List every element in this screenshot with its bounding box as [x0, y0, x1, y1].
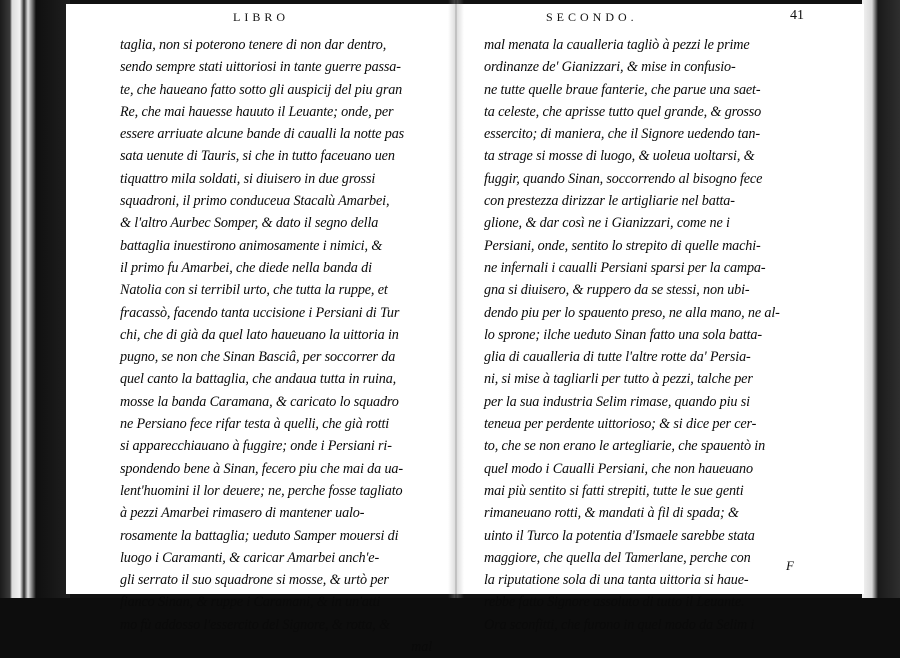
- text-line: dendo piu per lo spauento preso, ne alla mano, ne al-: [484, 304, 780, 321]
- text-line: essere arriuate alcune bande di caualli la notte pas: [120, 126, 405, 143]
- text-line: taglia, non si poterono tenere di non dar dentro,: [120, 37, 387, 53]
- text-line: teneua per perdente uittorioso; & si dice per cer-: [484, 416, 757, 433]
- text-line: si apparecchiauano à fuggire; onde i Persiani ri-: [120, 438, 392, 455]
- text-line: Ora sconfitti, che furono in quel modo da Selim i: [484, 616, 755, 633]
- right-text-block: [484, 34, 814, 636]
- text-line: gna si diuisero, & ruppero da se stessi, non ubi-: [484, 282, 750, 299]
- text-line: ni, si mise à tagliarli per tutto à pezzi, talche per: [484, 371, 753, 388]
- signature-mark: F: [786, 558, 794, 573]
- text-line: Persiani, onde, sentito lo strepito di quelle machi-: [484, 237, 761, 254]
- left-page: [66, 4, 456, 656]
- text-line: ta strage si mosse di luogo, & uoleua uoltarsi, &: [484, 148, 755, 165]
- left-text-block: [120, 34, 446, 658]
- text-line: Re, che mai hauesse hauuto il Leuante; onde, per: [120, 103, 394, 120]
- text-line: tiquattro mila soldati, si diuisero in due grossi: [120, 170, 376, 187]
- text-line: gli serrato il suo squadrone si mosse, & urtò per: [120, 572, 389, 589]
- text-line: glione, & dar così ne i Gianizzari, come ne i: [484, 215, 730, 232]
- text-line: glia di caualleria di tutte l'altre rotte da' Persia-: [484, 349, 751, 366]
- text-line: te, che haueano fatto sotto gli auspicij del piu gran: [120, 81, 403, 98]
- text-line: luogo i Caramanti, & caricar Amarbei anch'e-: [120, 549, 380, 566]
- text-line: fracassò, facendo tanta uccisione i Persiani di Tur: [120, 304, 400, 321]
- right-page: [456, 4, 864, 633]
- text-line: mal: [411, 639, 432, 656]
- text-line: lo sprone; ilche ueduto Sinan fatto una sola batta-: [484, 326, 762, 343]
- text-line: battaglia inuestirono animosamente i nimici, &: [120, 237, 383, 254]
- text-line: quel modo i Caualli Persiani, che non haueuano: [484, 460, 753, 477]
- text-line: essercito; di maniera, che il Signore uedendo tan-: [484, 126, 760, 143]
- right-running-header: SECONDO.: [546, 10, 638, 24]
- text-line: rosamente la battaglia; ueduto Samper mouersi di: [120, 527, 399, 544]
- text-line: mal menata la caualleria tagliò à pezzi le prime: [484, 37, 750, 53]
- text-line: mosse la banda Caramana, & caricato lo squadro: [120, 393, 399, 410]
- text-line: ordinanze de' Gianizzari, & mise in confusio-: [484, 59, 736, 76]
- text-line: spondendo bene à Sinan, fecero piu che mai da ua-: [120, 460, 403, 477]
- text-line: pugno, se non che Sinan Basciâ, per soccorrer da: [120, 349, 396, 366]
- text-line: fianco Sinan, & ruppe i Caramani, & in un'atti: [120, 594, 381, 611]
- text-line: rebbe fatto Signore assoluto di tutto il Leuante.: [484, 594, 745, 611]
- text-line: à pezzi Amarbei rimasero di mantener ualo-: [120, 505, 365, 522]
- text-line: sata uenute di Tauris, si che in tutto faceuano uen: [120, 148, 395, 165]
- text-line: squadroni, il primo conduceua Stacalù Amarbei,: [120, 193, 390, 210]
- left-running-header: LIBRO: [233, 10, 289, 24]
- right-page-edges: [862, 0, 900, 598]
- text-line: to, che se non erano le artegliarie, che spauentò in: [484, 438, 766, 455]
- text-line: & l'altro Aurbec Somper, & dato il segno della: [120, 215, 379, 232]
- text-line: ta celeste, che aprisse tutto quel grande, & grosso: [484, 103, 762, 120]
- text-line: il primo fu Amarbei, che diede nella banda di: [120, 259, 372, 276]
- text-line: uinto il Turco la potentia d'Ismaele sarebbe stata: [484, 527, 755, 544]
- left-page-edges: [0, 0, 70, 598]
- text-line: lent'huomini il lor deuere; ne, perche fosse tagliato: [120, 482, 403, 499]
- text-line: quel canto la battaglia, che andaua tutta in ruina,: [120, 371, 397, 388]
- text-line: fuggir, quando Sinan, soccorrendo al bisogno fece: [484, 170, 763, 187]
- text-line: Natolia con si terribil urto, che tutta la ruppe, et: [120, 282, 388, 299]
- text-line: maggiore, che quella del Tamerlane, perche con: [484, 549, 751, 566]
- text-line: sendo sempre stati uittoriosi in tante guerre passa-: [120, 59, 401, 76]
- text-line: chi, che di già da quel lato haueuano la uittoria in: [120, 326, 399, 343]
- text-line: ne infernali i caualli Persiani sparsi per la campa-: [484, 259, 766, 276]
- text-line: ne tutte quelle braue fanterie, che parue una saet-: [484, 81, 761, 98]
- page-number: 41: [790, 8, 804, 23]
- text-line: rimaneuano rotti, & mandati à fil di spada; &: [484, 505, 739, 522]
- text-line: ne Persiano fece rifar testa à quelli, che già rotti: [120, 416, 390, 433]
- text-line: con prestezza dirizzar le artigliarie nel batta-: [484, 193, 735, 210]
- text-line: mo fù addosso l'essercito del Signore, & rotta, &: [120, 616, 390, 633]
- text-line: mai più sentito si fatti strepiti, tutte le sue genti: [484, 482, 744, 499]
- text-line: la riputatione sola di una tanta uittoria si haue-: [484, 572, 749, 589]
- text-line: per la sua industria Selim rimase, quando piu si: [484, 393, 750, 410]
